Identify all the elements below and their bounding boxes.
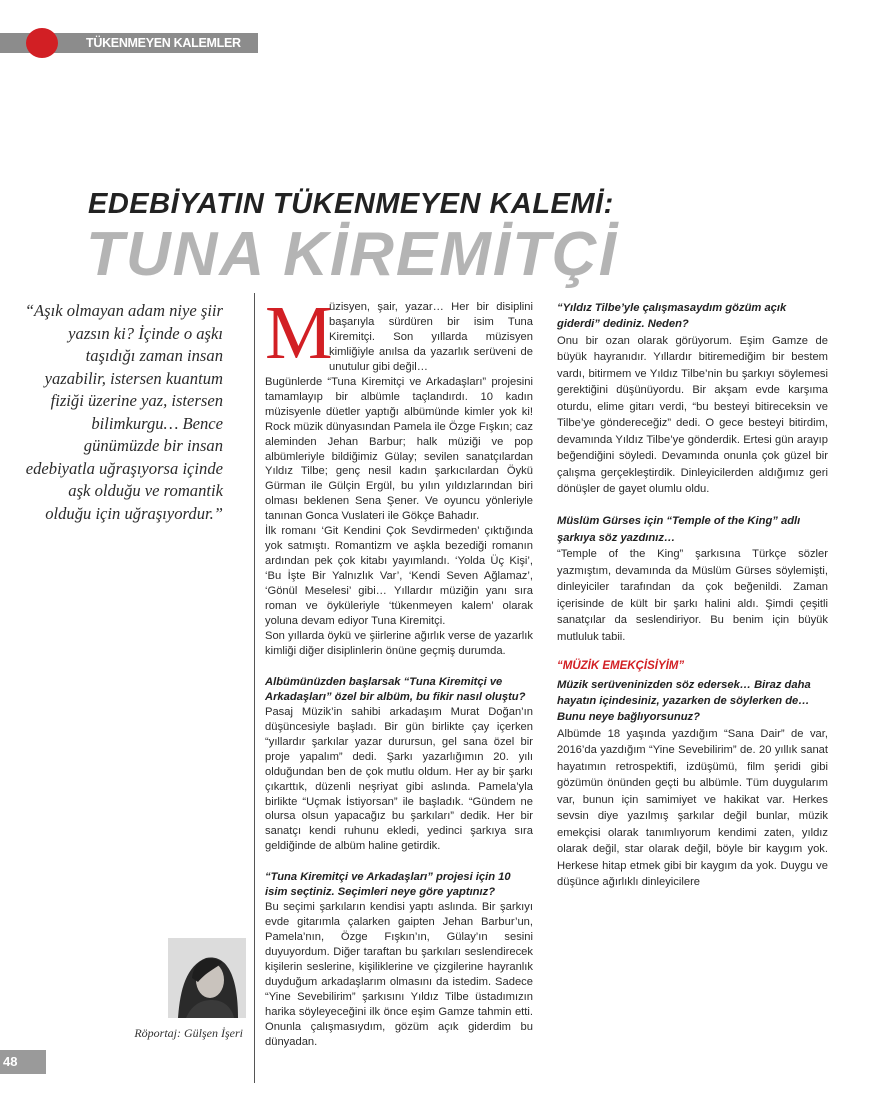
interview-answer: Albümde 18 yaşında yazdığım “Sana Dair” de var, 2016’da yazdığım “Yine Sevebilirim” de. 20 yıllık sanat hayatımın retrospektifi, izdüşümü, film şeridi gibi gözümün önünden geçti bu albümle. Tüm duygularım var, bunun için samimiyet ve hakikat var. Herkes sevsin diye yazılmış şarkılar değil bunlar, müzik emekçisi olarak tanımlıyorum kendimi zaten, yıldız olarak değil, star olarak değil, böyle bir kaygım yok. Herkese hitap etmek gibi bir kaygım da yok. Duygu ve düşünce ağırlıklı dinleyicilere <box>557 727 828 888</box>
svg-text:M: M <box>265 291 333 375</box>
section-red-dot <box>26 28 58 58</box>
page-number: 48 <box>3 1054 18 1069</box>
pull-quote: “Aşık olmayan adam niye şiir yazsın ki? İçinde o aşkı taşıdığı zaman insan yazabilir, istersen kuantum fiziği üzerine yaz, istersen bilimkurgu… Bence günümüzde bir insan edebiyatla uğraşıyorsa içinde aşk olduğu ve romantik olduğu için uğraşıyordur.” <box>24 301 223 523</box>
interview-question: “Yıldız Tilbe’yle çalışmasaydım gözüm açık giderdi” dediniz. Neden? <box>557 302 787 331</box>
portrait-image <box>168 938 246 1018</box>
interview-question: Müslüm Gürses için “Temple of the King” adlı şarkıya söz yazdınız… <box>557 515 801 544</box>
interview-answer: Pasaj Müzik’in sahibi arkadaşım Murat Doğan’ın düşüncesiyle başladı. Bir gün birlikte çay içerken “yıllardır şarkılar yazar durursun, gel sana özel bir proje yapalım” dedi. Şarkı yazarlığımın 20. yılı olduğundan ben de çok mutlu oldum. Her ay bir şarkı çıkarttık, düzenli neşriyat gibi aslında. Pamela’yla birlikte “Uçmak İstiyorsan” ile başladık. “Gündem ne olursa olsun yapacağız bu şarkıları” dedik. Her bir sanatçı kendi ruhunu ekledi, yedinci şarkıya sıra geldiğinde de albüm haline getirdik. <box>265 705 533 853</box>
section-subhead: “MÜZİK EMEKÇİSİYİM” <box>557 660 685 673</box>
article-title-line1: EDEBİYATIN TÜKENMEYEN KALEMİ: <box>88 188 614 220</box>
interview-question: Müzik serüveninizden söz edersek… Biraz daha hayatın içindesiniz, yazarken de söylerken de… Bunu neye bağlıyorsunuz? <box>557 678 811 724</box>
interview-answer: Bu seçimi şarkıların kendisi yaptı aslında. Bir şarkıyı evde gitarımla çalarken gaipten Jehan Barbur’un, Pamela’nın, Özge Fışkın’ın, Gülay’ın sesini duyuyordum. Diğer taraftan bu şarkıları seslendirecek kişilerin seslerine, kişiliklerine ve çizgilerine hayranlık duyduğum arkadaşlarım olmasını da istedim. Sadece “Yine Sevebilirim” şarkısını Yıldız Tilbe üstadımızın harika söyleyeceğini ilk önce eşim Gamze tahmin etti. Onunla çalışmasıydım, gözüm açık giderdim bu dünyadan. <box>265 901 533 1048</box>
interview-answer: Onu bir ozan olarak görüyorum. Eşim Gamze de büyük hayranıdır. Yıllardır bitiremediğim bir bestem vardı, bitirmem ve Yıldız Tilbe’nin bu şarkıyı söylemesi gerektiğini düşünüyordu. Bir akşam evde karşıma oturdu, elime gitarı verdi, “bu besteyi bitireceksin ve Tilbe’ye göndereceğiz” dedi. O gece besteyi bitirdim, devamında Yıldız Tilbe’ye gönderdik. Ertesi gün arayıp beğendiğini söyledi. Devamında onunla çok güzel bir çalışma gerçekleştirdik. Dinleyicilerden aldığımız geri dönüşler de gayet olumlu oldu. <box>557 334 828 495</box>
article-title-name: TUNA KİREMİTÇİ <box>86 220 618 289</box>
intro-paragraph <box>265 291 533 375</box>
body-paragraph: Bugünlerde “Tuna Kiremitçi ve Arkadaşları” projesini tamamlayıp bir albümle taçlandırdı. 10 kadın müzisyenle düetler yaptığı albümünde kimler yok ki! Rock müzik dünyasından Pamela ile Özge Fışkın; caz aleminden Jehan Barbur; halk müziği ve pop albümleriyle bildiğimiz Gülay; sevilen sanatçılardan Yıldız Tilbe; genç nesil kadın şarkıcılardan Öykü Gürman ile Gülçin Ergül, bu yılın yıldızlarından biri olması beklenen Sena Şener. Ve oyuncu yönleriyle tanınan Gonca Vuslateri ile Gökçe Bahadır. <box>265 375 533 523</box>
interview-answer: “Temple of the King” şarkısına Türkçe sözler yazmıştım, devamında da Müslüm Gürses söylemişti, dinleyiciler tarafından da çok beğenildi. Zaman içerisinde de kült bir şarkı halini aldı. Şimdi çeşitli sanatçılar da seslendiriyor. Bu benim için büyük mutluluk tabii. <box>557 548 828 643</box>
interview-question: Albümünüzden başlarsak “Tuna Kiremitçi ve Arkadaşları” özel bir albüm, bu fikir nasıl oluştu? <box>265 675 526 703</box>
interview-question: “Tuna Kiremitçi ve Arkadaşları” projesi için 10 isim seçtiniz. Seçimleri neye göre yaptınız? <box>265 871 511 899</box>
dropcap-letter <box>265 291 333 375</box>
section-header-label: TÜKENMEYEN KALEMLER <box>86 36 241 50</box>
article-column-1 <box>265 291 533 1050</box>
article-column-2 <box>557 300 828 890</box>
interview-credit: Röportaj: Gülşen İşeri <box>134 1026 243 1040</box>
author-photo <box>168 938 246 1018</box>
body-paragraph: İlk romanı ‘Git Kendini Çok Sevdirmeden’ çıktığında yok satmıştı. Romantizm ve aşkla bezediği romanın ardından pek çok kitabı yayımlandı. ‘Yolda Üç Kişi’, ‘Bu İşte Bir Yalnızlık Var’, ‘Kendi Seven Ağlamaz’, ‘Gönül Meselesi’ gibi… Yıllardır müziğin yanı sıra roman ve öyküleriyle ‘tükenmeyen kalem’ olarak yoluna devam ediyor Tuna Kiremitçi. <box>265 525 533 628</box>
column-divider <box>254 293 255 1083</box>
intro-text: üzisyen, şair, yazar… Her bir disiplini başarıyla sürdüren bir isim Tuna Kiremitçi. Son yıllarda müzisyen kimliğiyle anılsa da yazarlık serüveni de unutulur gibi değil… <box>329 301 533 373</box>
body-paragraph: Son yıllarda öykü ve şiirlerine ağırlık verse de yazarlık kimliği diğer disiplinlerin önüne geçmiş durumda. <box>265 629 533 657</box>
